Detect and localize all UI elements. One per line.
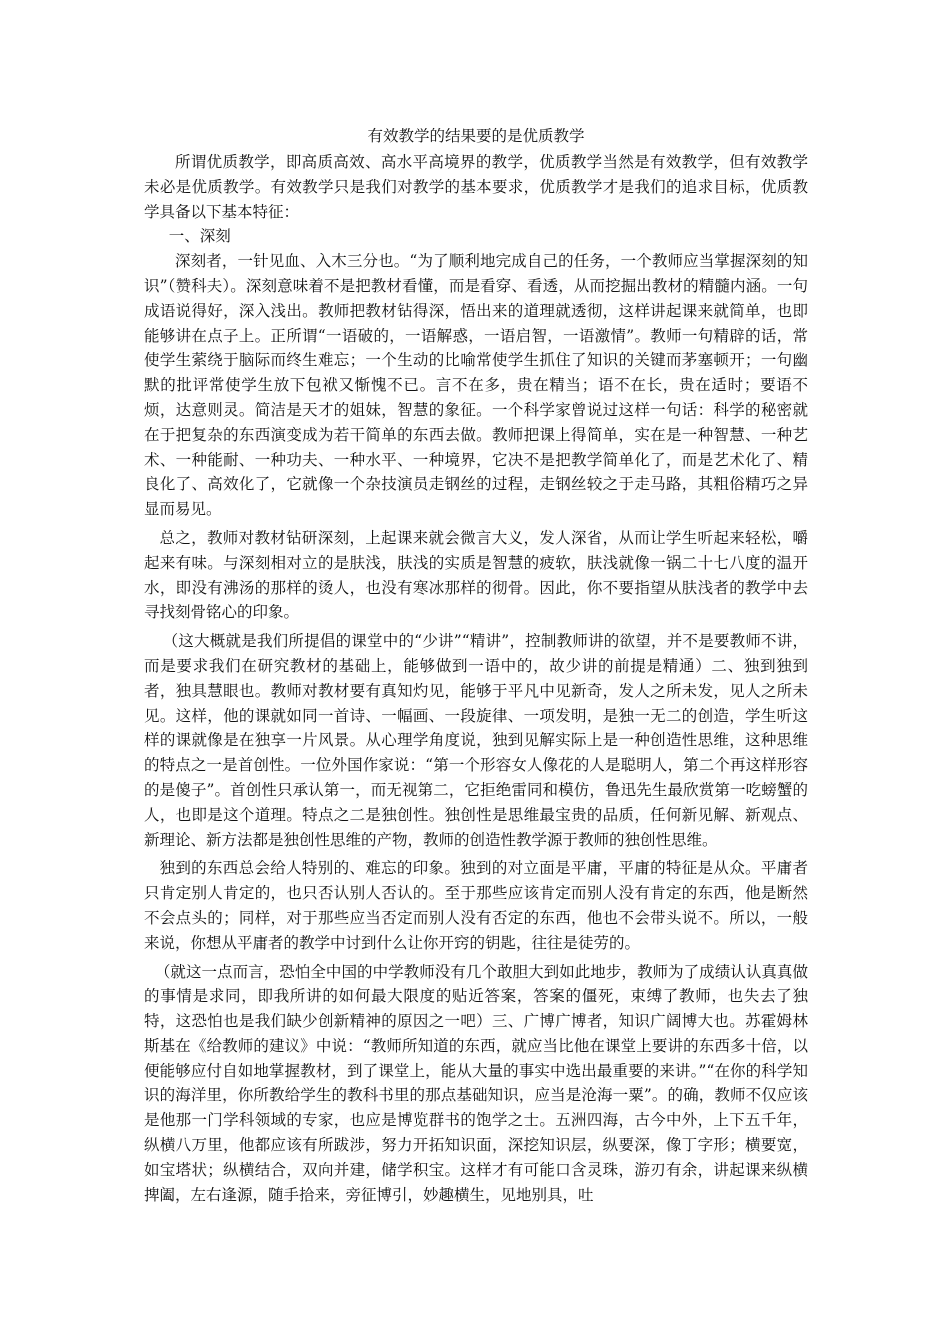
body-paragraph: 独到的东西总会给人特别的、难忘的印象。独到的对立面是平庸，平庸的特征是从众。平庸者只肯定别人肯定的，也只否认别人否认的。至于那些应该肯定而别人没有肯定的东西，他是断然不会点头的；同样，对于那些应当否定而别人没有否定的东西，他也不会带头说不。所以，一般来说，你想从平庸者的教学中讨到什么让你开窍的钥匙，往往是徒劳的。 — [144, 859, 808, 952]
document-body — [144, 124, 808, 1207]
body-paragraph: 总之，教师对教材钻研深刻，上起课来就会微言大义，发人深省，从而让学生听起来轻松，嚼起来有味。与深刻相对立的是肤浅，肤浅的实质是智慧的疲软，肤浅就像一锅二十七八度的温开水，即没有沸汤的那样的烫人，也没有寒冰那样的彻骨。因此，你不要指望从肤浅者的教学中去寻找刻骨铭心的印象。 — [144, 528, 808, 622]
body-paragraph: （这大概就是我们所提倡的课堂中的“少讲”“精讲”，控制教师讲的欲望，并不是要教师不讲，而是要求我们在研究教材的基础上，能够做到一语中的，故少讲的前提是精通）二、独到独到者，独具慧眼也。教师对教材要有真知灼见，能够于平凡中见新奇，发人之所未发，见人之所未见。这样，他的课就如同一首诗、一幅画、一段旋律、一项发明，是独一无二的创造，学生听这样的课就像是在独享一片风景。从心理学角度说，独到见解实际上是一种创造性思维，这种思维的特点之一是首创性。一位外国作家说：“第一个形容女人像花的人是聪明人，第二个再这样形容的是傻子”。首创性只承认第一，而无视第二，它拒绝雷同和模仿，鲁迅先生最欣赏第一吃螃蟹的人，也即是这个道理。特点之二是独创性。独创性是思维最宝贵的品质，任何新见解、新观点、新理论、新方法都是独创性思维的产物，教师的创造性教学源于教师的独创性思维。 — [144, 632, 808, 849]
intro-paragraph: 所谓优质教学，即高质高效、高水平高境界的教学，优质教学当然是有效教学，但有效教学未必是优质教学。有效教学只是我们对教学的基本要求，优质教学才是我们的追求目标，优质教学具备以下基本特征： — [144, 153, 808, 221]
section-heading-deep: 一、深刻 — [168, 227, 231, 246]
body-paragraph: 深刻者，一针见血、入木三分也。“为了顺利地完成自己的任务，一个教师应当掌握深刻的知识”（赞科夫）。深刻意味着不是把教材看懂，而是看穿、看透，从而挖掘出教材的精髓内涵。一句成语说得好，深入浅出。教师把教材钻得深，悟出来的道理就透彻，这样讲起课来就简单，也即能够讲在点子上。正所谓“一语破的，一语解惑，一语启智，一语激情”。教师一句精辟的话，常使学生萦绕于脑际而终生难忘；一个生动的比喻常使学生抓住了知识的关键而茅塞顿开；一句幽默的批评常使学生放下包袱又惭愧不已。言不在多，贵在精当；语不在长，贵在适时；要语不烦，达意则灵。简洁是天才的姐妹，智慧的象征。一个科学家曾说过这样一句话：科学的秘密就在于把复杂的东西演变成为若干简单的东西去做。教师把课上得简单，实在是一种智慧、一种艺术、一种能耐、一种功夫、一种水平、一种境界，它决不是把教学简单化了，而是艺术化了、精良化了、高效化了，它就像一个杂技演员走钢丝的过程，走钢丝较之于走马路，其粗俗精巧之异显而易见。 — [144, 252, 808, 519]
body-paragraph: （就这一点而言，恐怕全中国的中学教师没有几个敢胆大到如此地步，教师为了成绩认认真真做的事情是求同，即我所讲的如何最大限度的贴近答案，答案的僵死，束缚了教师，也失去了独特，这恐怕也是我们缺少创新精神的原因之一吧）三、广博广博者，知识广阔博大也。苏霍姆林斯基在《给教师的建议》中说：“教师所知道的东西，就应当比他在课堂上要讲的东西多十倍，以便能够应付自如地掌握教材，到了课堂上，能从大量的事实中选出最重要的来讲。”“在你的科学知识的海洋里，你所教给学生的教科书里的那点基础知识，应当是沧海一粟”。的确，教师不仅应该是他那一门学科领域的专家，也应是博览群书的饱学之士。五洲四海，古今中外，上下五千年，纵横八万里，他都应该有所跋涉，努力开拓知识面，深挖知识层，纵要深，像丁字形；横要宽，如宝塔状；纵横结合，双向并建，储学积宝。这样才有可能口含灵珠，游刃有余，讲起课来纵横捭阖，左右逢源，随手拾来，旁征博引，妙趣横生，见地别具，吐 — [144, 962, 808, 1204]
document-title: 有效教学的结果要的是优质教学 — [367, 127, 585, 145]
